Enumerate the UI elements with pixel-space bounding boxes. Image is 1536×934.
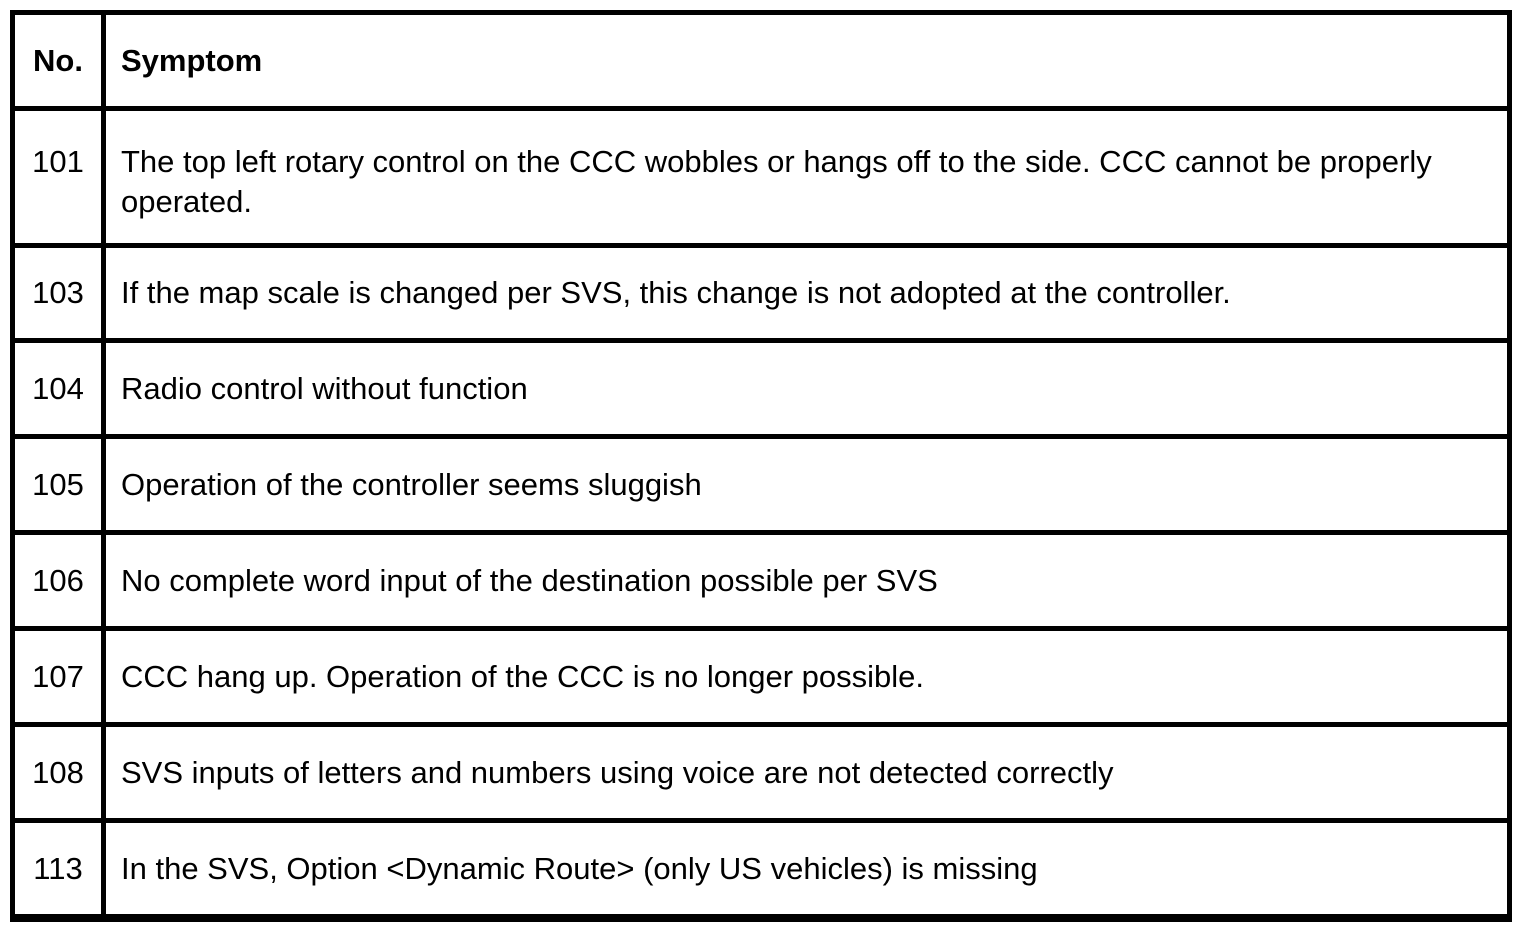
row-number: 101 [15,111,101,243]
symptom-table [10,10,1512,922]
row-symptom: If the map scale is changed per SVS, this change is not adopted at the controller. [106,248,1507,338]
row-symptom: No complete word input of the destination possible per SVS [106,535,1507,626]
row-number: 105 [15,439,101,530]
row-symptom: Radio control without function [106,343,1507,434]
row-symptom: CCC hang up. Operation of the CCC is no longer possible. [106,631,1507,722]
header-number: No. [15,15,101,106]
row-symptom: The top left rotary control on the CCC wobbles or hangs off to the side. CCC cannot be properly operated. [106,111,1507,243]
row-number: 103 [15,248,101,338]
row-symptom: SVS inputs of letters and numbers using voice are not detected correctly [106,727,1507,818]
row-symptom: Operation of the controller seems sluggish [106,439,1507,530]
header-symptom: Symptom [106,15,1507,106]
row-number: 106 [15,535,101,626]
row-number: 113 [15,823,101,914]
row-number: 107 [15,631,101,722]
row-symptom: In the SVS, Option <Dynamic Route> (only US vehicles) is missing [106,823,1507,914]
row-number: 104 [15,343,101,434]
row-number: 108 [15,727,101,818]
